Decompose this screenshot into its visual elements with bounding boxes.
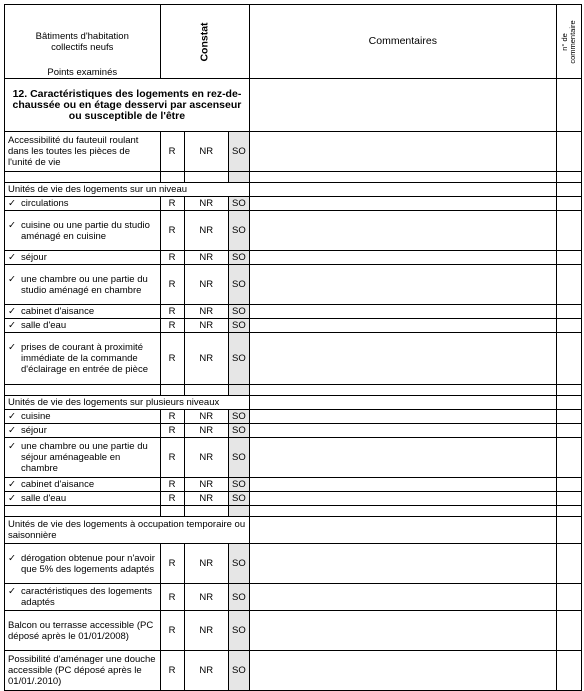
option-so[interactable]: SO (228, 584, 249, 611)
option-r[interactable]: R (160, 424, 184, 438)
item-label: circulations (21, 198, 69, 209)
option-so[interactable]: SO (228, 651, 249, 691)
comment-number-cell[interactable] (556, 492, 581, 506)
comment-number-cell[interactable] (556, 438, 581, 478)
option-r[interactable]: R (160, 305, 184, 319)
comment-cell[interactable] (249, 79, 556, 132)
option-nr[interactable]: NR (184, 319, 228, 333)
option-so[interactable]: SO (228, 424, 249, 438)
comment-number-cell[interactable] (556, 424, 581, 438)
option-so[interactable]: SO (228, 438, 249, 478)
comment-number-cell[interactable] (556, 211, 581, 251)
item-label: cabinet d'aisance (21, 306, 95, 317)
check-mark-icon: ✓ (8, 493, 16, 504)
header-title-cell (5, 5, 161, 79)
comment-number-cell[interactable] (556, 478, 581, 492)
option-r[interactable]: R (160, 651, 184, 691)
comment-number-cell[interactable] (556, 611, 581, 651)
comment-cell[interactable] (249, 584, 556, 611)
item-label: prises de courant à proximité immédiate de la commande d'éclairage en entrée de pièce (21, 342, 148, 375)
option-so[interactable]: SO (228, 333, 249, 385)
option-so[interactable]: SO (228, 265, 249, 305)
constat-header-cell (160, 5, 249, 79)
option-r[interactable]: R (160, 265, 184, 305)
check-mark-icon: ✓ (8, 552, 16, 564)
option-r[interactable]: R (160, 492, 184, 506)
option-so[interactable]: SO (228, 211, 249, 251)
comment-number-cell[interactable] (556, 333, 581, 385)
table-row (5, 211, 582, 251)
item-label: caractéristiques des logements adaptés (21, 586, 152, 608)
option-r[interactable]: R (160, 410, 184, 424)
check-mark-icon: ✓ (8, 219, 16, 231)
comment-number-cell[interactable] (556, 132, 581, 172)
check-mark-icon: ✓ (8, 198, 16, 209)
item-label: une chambre ou une partie du séjour aménageable en chambre (21, 441, 148, 474)
table-row (5, 478, 582, 492)
table-row (5, 584, 582, 611)
option-so[interactable]: SO (228, 478, 249, 492)
option-nr[interactable]: NR (184, 132, 228, 172)
section-title-row (5, 79, 582, 132)
option-nr[interactable]: NR (184, 197, 228, 211)
option-nr[interactable]: NR (184, 478, 228, 492)
comment-number-cell[interactable] (556, 197, 581, 211)
comment-cell[interactable] (249, 544, 556, 584)
comment-cell[interactable] (249, 424, 556, 438)
spacer-row (5, 172, 582, 183)
option-r[interactable]: R (160, 211, 184, 251)
check-mark-icon: ✓ (8, 586, 16, 597)
option-r[interactable]: R (160, 438, 184, 478)
option-nr[interactable]: NR (184, 651, 228, 691)
option-nr[interactable]: NR (184, 410, 228, 424)
table-row (5, 438, 582, 478)
option-nr[interactable]: NR (184, 211, 228, 251)
table-row (5, 197, 582, 211)
option-so[interactable]: SO (228, 197, 249, 211)
comment-number-cell[interactable] (556, 305, 581, 319)
spacer-row (5, 385, 582, 396)
table-row (5, 611, 582, 651)
table-row (5, 333, 582, 385)
option-r[interactable]: R (160, 132, 184, 172)
accessibilite-label: Accessibilité du fauteuil roulant dans les toutes les pièces de l'unité de vie (5, 132, 161, 172)
option-nr[interactable]: NR (184, 544, 228, 584)
group-header-row (5, 517, 582, 544)
table-row (5, 265, 582, 305)
comment-number-cell[interactable] (556, 410, 581, 424)
comment-number-cell[interactable] (556, 651, 581, 691)
item-label: dérogation obtenue pour n'avoir que 5% des logements adaptés (21, 552, 155, 575)
option-r[interactable]: R (160, 333, 184, 385)
comment-number-cell[interactable] (556, 544, 581, 584)
option-so[interactable]: SO (228, 544, 249, 584)
comment-cell[interactable] (249, 651, 556, 691)
item-label: cuisine (21, 411, 51, 422)
group-2-title: Unités de vie des logements sur plusieurs niveaux (5, 396, 250, 410)
inspection-checklist-table (4, 4, 582, 691)
check-mark-icon: ✓ (8, 411, 16, 422)
section-title: 12. Caractéristiques des logements en rez-de-chaussée ou en étage desservi par ascenseur ou susceptible de l'être (5, 79, 250, 132)
item-label: une chambre ou une partie du studio aménagé en chambre (21, 273, 148, 296)
item-label: salle d'eau (21, 320, 67, 331)
option-so[interactable]: SO (228, 319, 249, 333)
item-label: séjour (21, 252, 47, 263)
option-r[interactable]: R (160, 544, 184, 584)
header-title-line2: collectifs neufs (51, 42, 114, 53)
comment-number-header-line2: commentaire (567, 19, 577, 64)
check-mark-icon: ✓ (8, 320, 16, 331)
comment-cell[interactable] (249, 305, 556, 319)
option-nr[interactable]: NR (184, 333, 228, 385)
check-mark-icon: ✓ (8, 306, 16, 317)
comment-cell[interactable] (249, 333, 556, 385)
comment-cell[interactable] (249, 410, 556, 424)
table-row (5, 305, 582, 319)
item-label: cuisine ou une partie du studio aménagé en cuisine (21, 219, 150, 242)
item-label: séjour (21, 425, 47, 436)
option-r[interactable]: R (160, 319, 184, 333)
group-header-row (5, 396, 582, 410)
table-row (5, 651, 582, 691)
option-nr[interactable]: NR (184, 424, 228, 438)
comment-cell[interactable] (249, 611, 556, 651)
comment-cell[interactable] (249, 438, 556, 478)
spacer-row (5, 506, 582, 517)
option-nr[interactable]: NR (184, 611, 228, 651)
constat-header: Constat (198, 21, 211, 62)
item-label: cabinet d'aisance (21, 479, 95, 490)
table-row (5, 132, 582, 172)
option-r[interactable]: R (160, 197, 184, 211)
comment-number-cell[interactable] (556, 584, 581, 611)
table-row (5, 410, 582, 424)
comment-number-header-cell (556, 5, 581, 79)
comment-cell[interactable] (249, 265, 556, 305)
comment-cell[interactable] (249, 197, 556, 211)
check-mark-icon: ✓ (8, 425, 16, 436)
comment-cell[interactable] (249, 132, 556, 172)
comment-cell[interactable] (249, 517, 556, 544)
comment-cell[interactable] (249, 183, 556, 197)
check-mark-icon: ✓ (8, 479, 16, 490)
header-title-line1: Bâtiments d'habitation (35, 31, 129, 42)
table-row (5, 492, 582, 506)
option-nr[interactable]: NR (184, 492, 228, 506)
check-mark-icon: ✓ (8, 441, 16, 452)
balcon-label: Balcon ou terrasse accessible (PC déposé après le 01/01/2008) (5, 611, 161, 651)
table-header-row (5, 5, 582, 79)
group-header-row (5, 183, 582, 197)
comment-cell[interactable] (249, 319, 556, 333)
comment-number-cell[interactable] (556, 183, 581, 197)
option-so[interactable]: SO (228, 132, 249, 172)
option-r[interactable]: R (160, 251, 184, 265)
comment-number-cell[interactable] (556, 265, 581, 305)
douche-label: Possibilité d'aménager une douche accessible (PC déposé après le 01/01/.2010) (5, 651, 161, 691)
comment-number-cell[interactable] (556, 251, 581, 265)
comment-cell[interactable] (249, 211, 556, 251)
option-so[interactable]: SO (228, 492, 249, 506)
comment-number-header-line1: n° de (559, 32, 569, 51)
option-so[interactable]: SO (228, 611, 249, 651)
option-so[interactable]: SO (228, 251, 249, 265)
option-nr[interactable]: NR (184, 584, 228, 611)
table-row (5, 544, 582, 584)
option-nr[interactable]: NR (184, 438, 228, 478)
header-subtitle: Points examinés (47, 67, 118, 78)
comment-cell[interactable] (249, 251, 556, 265)
option-nr[interactable]: NR (184, 251, 228, 265)
group-3-title: Unités de vie des logements à occupation temporaire ou saisonnière (5, 517, 250, 544)
check-mark-icon: ✓ (8, 273, 16, 285)
option-so[interactable]: SO (228, 410, 249, 424)
comment-number-cell[interactable] (556, 396, 581, 410)
group-1-title: Unités de vie des logements sur un niveau (5, 183, 250, 197)
comment-number-cell[interactable] (556, 517, 581, 544)
comment-number-cell[interactable] (556, 319, 581, 333)
check-mark-icon: ✓ (8, 342, 16, 353)
option-r[interactable]: R (160, 478, 184, 492)
option-r[interactable]: R (160, 611, 184, 651)
check-mark-icon: ✓ (8, 252, 16, 263)
option-r[interactable]: R (160, 584, 184, 611)
option-so[interactable]: SO (228, 305, 249, 319)
option-nr[interactable]: NR (184, 265, 228, 305)
comment-cell[interactable] (249, 478, 556, 492)
commentaires-header: Commentaires (249, 5, 556, 79)
comment-cell[interactable] (249, 396, 556, 410)
table-row (5, 424, 582, 438)
comment-number-cell[interactable] (556, 79, 581, 132)
comment-cell[interactable] (249, 492, 556, 506)
option-nr[interactable]: NR (184, 305, 228, 319)
item-label: salle d'eau (21, 493, 67, 504)
table-row (5, 251, 582, 265)
table-row (5, 319, 582, 333)
